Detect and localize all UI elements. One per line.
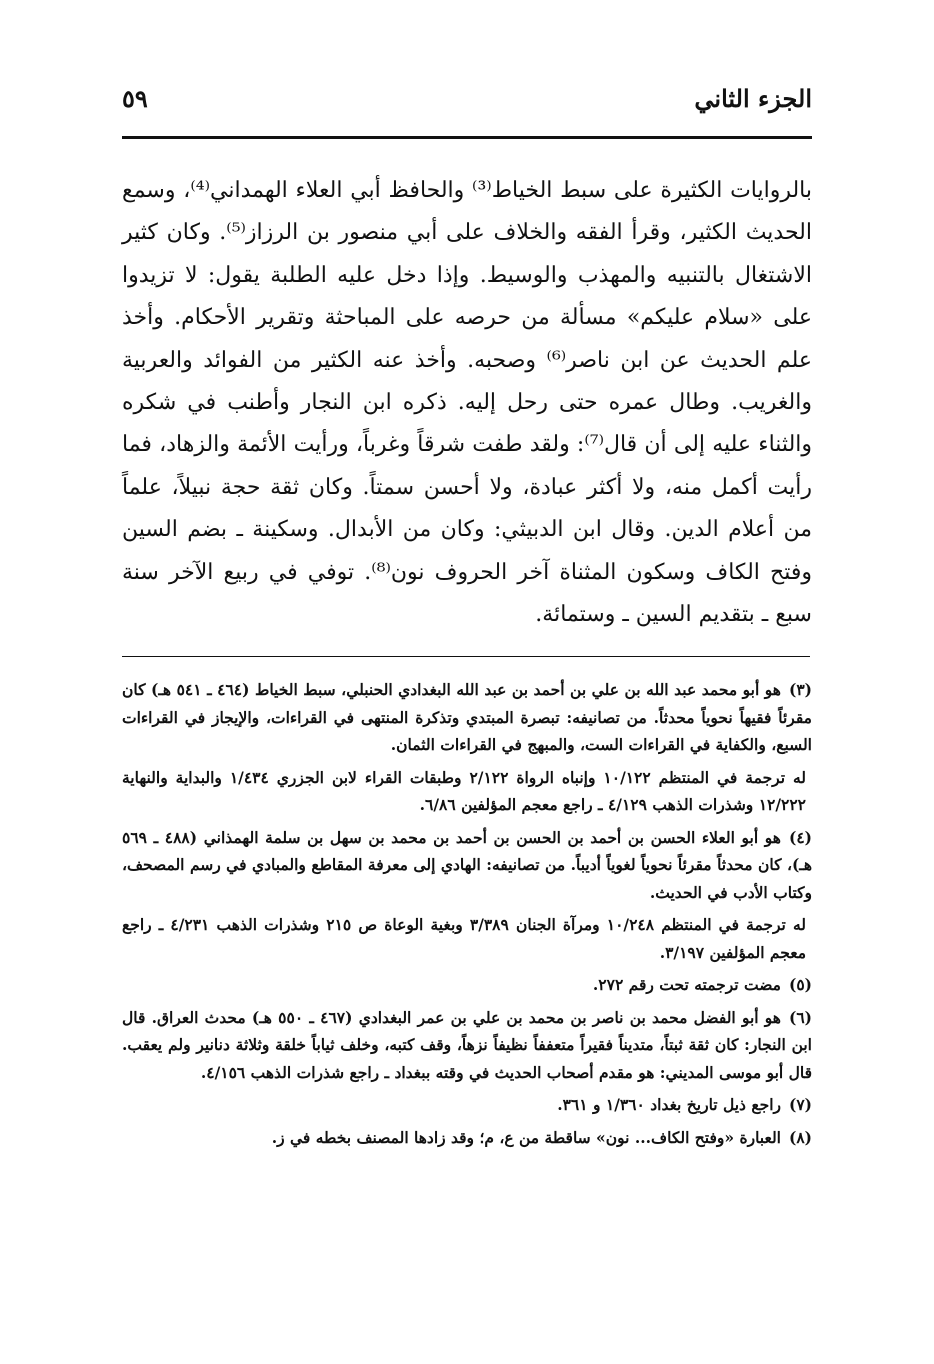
footnote-4-reference: له ترجمة في المنتظم ١٠/٢٤٨ ومرآة الجنان ٣/٣٨٩ وبغية الوعاة ص ٢١٥ وشذرات الذهب ٤/٢٣١ ـ راجع معجم المؤلفين ٣/١٩٧. xyxy=(122,915,806,962)
footnote-number: (٦) xyxy=(788,1007,812,1027)
footnote-text: هو أبو الفضل محمد بن ناصر بن محمد بن علي بن عمر البغدادي (٤٦٧ ـ ٥٥٠ هـ) محدث العراق. قال ابن النجار: كان ثقة ثبتاً، متديناً فقيراً متعففاً نظيفاً نزهاً، وقف كتبه، وخلف ثياباً خلقة وثلاثة دنانير ولم يعقب. قال أبو موسى المديني: هو مقدم أصحاب الحديث في وقته ببغداد ـ راجع شذرات الذهب ٤/١٥٦. xyxy=(122,1007,812,1082)
footnote-8 xyxy=(122,1124,812,1152)
footnote-number: (٧) xyxy=(788,1095,812,1114)
footnote-text: هو أبو العلاء الحسن بن أحمد بن الحسن بن أحمد بن محمد بن سهل بن سلمة الهمذاني (٤٨٨ ـ ٥٦٩ هـ)، كان محدثاً مقرئاً نحوياً لغوياً أديباً. من تصانيفه: الهادي إلى معرفة المقاطع والمبادي في رسم المصحف، وكتاب الأدب في الحديث. xyxy=(122,827,812,902)
footnote-3 xyxy=(122,676,812,759)
footnote-5 xyxy=(122,971,812,999)
footnote-separator xyxy=(122,656,810,657)
footnote-text: هو أبو محمد عبد الله بن علي بن أحمد بن عبد الله البغدادي الحنبلي، سبط الخياط (٤٦٤ ـ ٥٤١ هـ) كان مقرئاً فقيهاً نحوياً محدثاً. من تصانيفه: تبصرة المبتدي وتذكرة المنتهى في القراءات، والإيجاز في القراءات السبع، والكفاية في القراءات الست، والمبهج في القراءات الثمان. xyxy=(122,680,812,754)
footnote-3-reference: له ترجمة في المنتظم ١٠/١٢٢ وإنباه الرواة ٢/١٢٢ وطبقات القراء لابن الجزري ١/٤٣٤ والبداية والنهاية ١٢/٢٢٢ وشذرات الذهب ٤/١٢٩ ـ راجع معجم المؤلفين ٦/٨٦. xyxy=(122,767,807,814)
footnote-number: (٥) xyxy=(788,975,812,994)
footnote-text: راجع ذيل تاريخ بغداد ١/٣٦٠ و ٣٦١. xyxy=(557,1095,781,1114)
footnote-text: مضت ترجمته تحت رقم ٢٧٢. xyxy=(592,975,781,994)
footnote-4 xyxy=(122,824,812,907)
footnotes xyxy=(122,676,812,1156)
footnote-number: (٣) xyxy=(788,680,812,699)
footnote-7 xyxy=(122,1091,812,1119)
page-number: ٥٩ xyxy=(122,84,148,113)
running-head xyxy=(122,84,812,124)
running-title: الجزء الثاني xyxy=(694,84,812,113)
footnote-number: (٨) xyxy=(788,1127,812,1147)
footnote-number: (٤) xyxy=(788,827,812,847)
footnote-6 xyxy=(122,1004,812,1087)
body-paragraph: بالروايات الكثيرة على سبط الخياط⁽³⁾ والحافظ أبي العلاء الهمداني⁽⁴⁾، وسمع الحديث الكثير، وقرأ الفقه والخلاف على أبي منصور بن الرزاز⁽⁵⁾. وكان كثير الاشتغال بالتنبيه والمهذب والوسيط. وإذا دخل عليه الطلبة يقول: لا تزيدوا على «سلام عليكم» مسألة من حرصه على المباحثة وتقرير الأحكام. وأخذ علم الحديث عن ابن ناصر⁽⁶⁾ وصحبه. وأخذ عنه الكثير من الفوائد والعربية والغريب. وطال عمره حتى رحل إليه. ذكره ابن النجار وأطنب في شكره والثناء عليه إلى أن قال⁽⁷⁾: ولقد طفت شرقاً وغرباً، ورأيت الأئمة والزهاد، فما رأيت أكمل منه، ولا أكثر عبادة، ولا أحسن سمتاً. وكان ثقة حجة نبيلاً، علماً من أعلام الدين. وقال ابن الدبيثي: وكان من الأبدال. وسكينة ـ بضم السين وفتح الكاف وسكون المثناة آخر الحروف نون⁽⁸⁾. توفي في ربيع الآخر سنة سبع ـ بتقديم السين ـ وستمائة. xyxy=(122,178,813,628)
footnote-text: العبارة «وفتح الكاف... نون» ساقطة من ع، م؛ وقد زادها المصنف بخطه في ز. xyxy=(271,1127,781,1147)
main-text xyxy=(122,170,812,636)
header-rule xyxy=(122,136,812,139)
